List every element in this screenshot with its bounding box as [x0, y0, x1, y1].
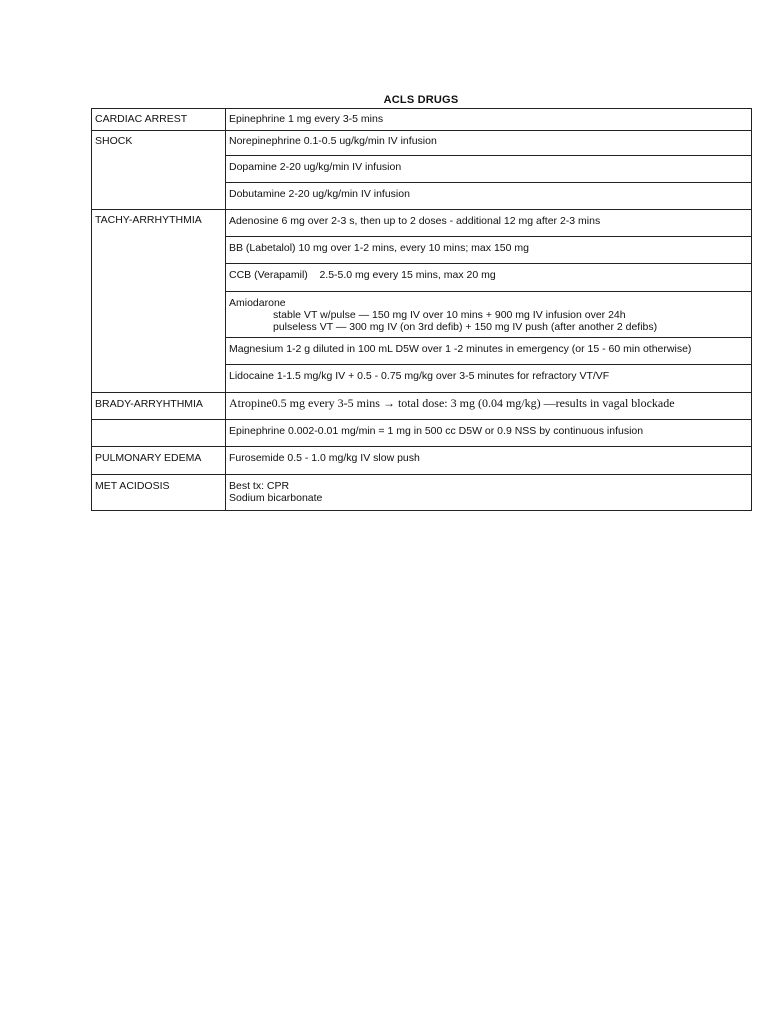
table-row — [92, 393, 752, 420]
category-cell: TACHY-ARRHYTHMIA — [92, 210, 226, 393]
drug-cell: Magnesium 1-2 g diluted in 100 mL D5W over 1 -2 minutes in emergency (or 15 - 60 min otherwise) — [226, 338, 752, 365]
treatment-line: Sodium bicarbonate — [229, 492, 323, 504]
drug-cell: Epinephrine 0.002-0.01 mg/min = 1 mg in 500 cc D5W or 0.9 NSS by continuous infusion — [226, 420, 752, 447]
drug-cell: Dopamine 2-20 ug/kg/min IV infusion — [226, 156, 752, 183]
table-row — [92, 131, 752, 156]
category-cell: PULMONARY EDEMA — [92, 447, 226, 475]
table-row — [92, 475, 752, 511]
category-cell-empty — [92, 420, 226, 447]
drug-cell: Norepinephrine 0.1-0.5 ug/kg/min IV infusion — [226, 131, 752, 156]
drug-cell: BB (Labetalol) 10 mg over 1-2 mins, every 10 mins; max 150 mg — [226, 237, 752, 264]
treatment-line: Best tx: CPR — [229, 480, 290, 492]
table-row — [92, 420, 752, 447]
category-cell: BRADY-ARRYHTHMIA — [92, 393, 226, 420]
category-cell: MET ACIDOSIS — [92, 475, 226, 511]
drug-cell — [226, 292, 752, 338]
drug-cell: Dobutamine 2-20 ug/kg/min IV infusion — [226, 183, 752, 210]
category-cell: CARDIAC ARREST — [92, 109, 226, 131]
drug-cell: Adenosine 6 mg over 2-3 s, then up to 2 doses - additional 12 mg after 2-3 mins — [226, 210, 752, 237]
table-row — [92, 210, 752, 237]
document-title: ACLS DRUGS — [383, 94, 459, 106]
acls-drugs-table — [91, 108, 752, 511]
category-cell: SHOCK — [92, 131, 226, 210]
drug-cell: Furosemide 0.5 - 1.0 mg/kg IV slow push — [226, 447, 752, 475]
drug-cell — [226, 475, 752, 511]
dose-line: pulseless VT — 300 mg IV (on 3rd defib) + 150 mg IV push (after another 2 defibs) — [273, 321, 658, 333]
table-row — [92, 447, 752, 475]
drug-cell: CCB (Verapamil) 2.5-5.0 mg every 15 mins, max 20 mg — [226, 264, 752, 292]
drug-cell: Lidocaine 1-1.5 mg/kg IV + 0.5 - 0.75 mg/kg over 3-5 minutes for refractory VT/VF — [226, 365, 752, 393]
drug-cell: Epinephrine 1 mg every 3-5 mins — [226, 109, 752, 131]
drug-cell: Atropine0.5 mg every 3-5 mins → total dose: 3 mg (0.04 mg/kg) —results in vagal blockade — [226, 393, 752, 420]
drug-name: Amiodarone — [229, 297, 286, 309]
table-row — [92, 109, 752, 131]
dose-line: stable VT w/pulse — 150 mg IV over 10 mins + 900 mg IV infusion over 24h — [273, 309, 626, 321]
